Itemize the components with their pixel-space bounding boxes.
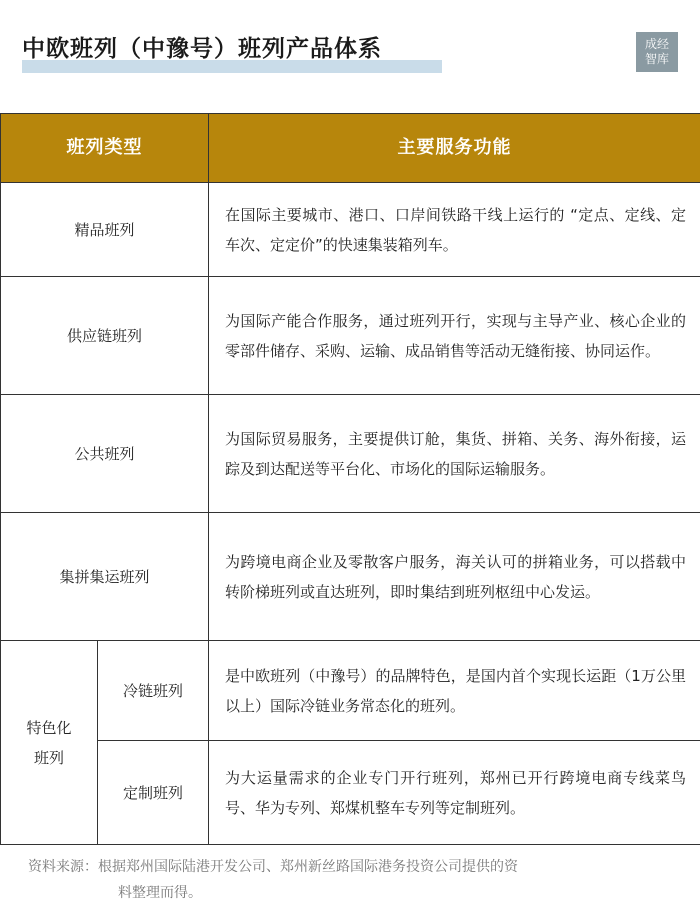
header-function: 主要服务功能 — [209, 114, 700, 183]
table-row — [1, 513, 700, 641]
row-type: 集拼集运班列 — [1, 513, 209, 641]
row-desc: 为国际产能合作服务，通过班列开行，实现与主导产业、核心企业的零部件储存、采购、运输、成品销售等活动无缝衔接、协同运作。 — [209, 277, 700, 395]
special-group-line-1: 特色化 — [26, 718, 72, 737]
row-desc: 为国际贸易服务，主要提供订舱，集货、拼箱、关务、海外衔接，运踪及到达配送等平台化、市场化的国际运输服务。 — [209, 395, 700, 513]
source-note-line-1: 资料来源：根据郑州国际陆港开发公司、郑州新丝路国际港务投资公司提供的资 — [28, 859, 518, 875]
row-type: 供应链班列 — [1, 277, 209, 395]
table-row — [1, 277, 700, 395]
title-block — [22, 30, 382, 76]
row-desc: 为大运量需求的企业专门开行班列，郑州已开行跨境电商专线菜鸟号、华为专列、郑煤机整车专列等定制班列。 — [209, 741, 700, 845]
row-type: 定制班列 — [98, 741, 209, 845]
special-group-cell — [1, 641, 98, 845]
row-type: 公共班列 — [1, 395, 209, 513]
row-type: 精品班列 — [1, 183, 209, 277]
source-note — [28, 854, 688, 906]
table-row — [1, 641, 700, 741]
page-title: 中欧班列（中豫号）班列产品体系 — [22, 36, 382, 62]
row-desc: 为跨境电商企业及零散客户服务，海关认可的拼箱业务，可以搭载中转阶梯班列或直达班列，即时集结到班列枢纽中心发运。 — [209, 513, 700, 641]
row-desc: 是中欧班列（中豫号）的品牌特色，是国内首个实现长运距（1万公里以上）国际冷链业务常态化的班列。 — [209, 641, 700, 741]
table-row — [1, 183, 700, 277]
special-group-line-2: 班列 — [33, 748, 64, 767]
table-row — [1, 395, 700, 513]
logo-line-2: 智库 — [644, 52, 669, 66]
table-header-row — [1, 114, 700, 183]
logo — [636, 32, 678, 72]
table-row — [1, 741, 700, 845]
logo-line-1: 成经 — [644, 37, 669, 51]
header-type: 班列类型 — [1, 114, 209, 183]
source-note-line-2: 料整理而得。 — [118, 885, 202, 901]
row-desc: 在国际主要城市、港口、口岸间铁路干线上运行的 “定点、定线、定车次、定定价”的快速集装箱列车。 — [209, 183, 700, 277]
product-table — [0, 113, 700, 845]
row-type: 冷链班列 — [98, 641, 209, 741]
